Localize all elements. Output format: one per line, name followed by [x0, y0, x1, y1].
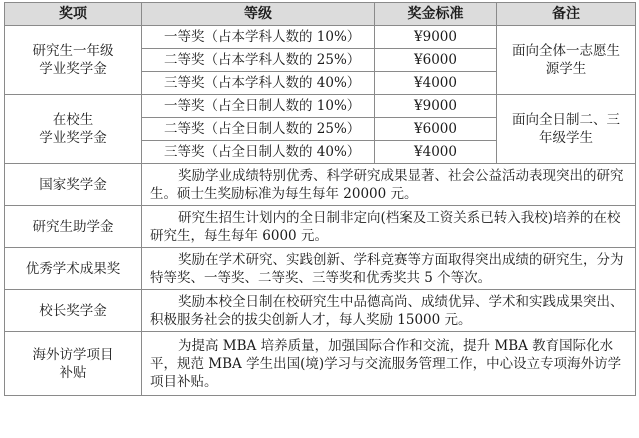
description-cell [142, 164, 636, 206]
table-row [5, 332, 636, 396]
award-name-cell [5, 332, 142, 396]
award-name-cell: 优秀学术成果奖 [5, 248, 142, 290]
level-cell: 三等奖（占全日制人数的 40%） [142, 141, 375, 164]
note-cell [497, 95, 636, 164]
award-name-line: 学业奖学金 [39, 61, 107, 77]
note-cell [497, 26, 636, 95]
table-row [5, 248, 636, 290]
amount-cell: ¥9000 [375, 95, 497, 118]
description-cell [142, 332, 636, 396]
scholarship-table [4, 2, 636, 396]
header-award: 奖项 [5, 3, 142, 26]
award-name-line: 研究生一年级 [32, 43, 114, 59]
amount-cell: ¥6000 [375, 118, 497, 141]
note-line: 面向全日制二、三 [512, 112, 620, 128]
amount-cell: ¥4000 [375, 141, 497, 164]
amount-cell: ¥6000 [375, 49, 497, 72]
table-row [5, 290, 636, 332]
award-name-cell [5, 26, 142, 95]
level-cell: 二等奖（占全日制人数的 25%） [142, 118, 375, 141]
description-text: 研究生招生计划内的全日制非定向(档案及工资关系已转入我校)培养的在校研究生，每生每年 6000 元。 [150, 209, 621, 244]
level-cell: 二等奖（占本学科人数的 25%） [142, 49, 375, 72]
award-name-line: 补贴 [59, 364, 87, 381]
header-row [5, 3, 636, 26]
level-cell: 一等奖（占本学科人数的 10%） [142, 26, 375, 49]
table-row [5, 164, 636, 206]
amount-cell: ¥9000 [375, 26, 497, 49]
note-line: 年级学生 [539, 130, 593, 146]
table-row [5, 206, 636, 248]
note-line: 面向全体一志愿生 [512, 43, 620, 59]
description-text: 奖励本校全日制在校研究生中品德高尚、成绩优异、学术和实践成果突出、积极服务社会的拔尖创新人才，每人奖励 15000 元。 [150, 293, 624, 328]
award-name-cell [5, 95, 142, 164]
description-text: 奖励学业成绩特别优秀、科学研究成果显著、社会公益活动表现突出的研究生。硕士生奖励标准为每生每年 20000 元。 [150, 167, 624, 202]
award-name-cell: 校长奖学金 [5, 290, 142, 332]
description-cell [142, 290, 636, 332]
table-row [5, 26, 636, 49]
level-cell: 三等奖（占本学科人数的 40%） [142, 72, 375, 95]
level-cell: 一等奖（占全日制人数的 10%） [142, 95, 375, 118]
header-note: 备注 [497, 3, 636, 26]
award-name-cell: 国家奖学金 [5, 164, 142, 206]
header-level: 等级 [142, 3, 375, 26]
description-cell [142, 206, 636, 248]
award-name-line: 海外访学项目 [32, 346, 114, 363]
award-name-cell: 研究生助学金 [5, 206, 142, 248]
description-cell [142, 248, 636, 290]
amount-cell: ¥4000 [375, 72, 497, 95]
award-name-line: 学业奖学金 [39, 130, 107, 146]
description-text: 奖励在学术研究、实践创新、学科竞赛等方面取得突出成绩的研究生，分为特等奖、一等奖、二等奖、三等奖和优秀奖共 5 个等次。 [150, 251, 624, 286]
header-amount: 奖金标准 [375, 3, 497, 26]
description-text: 为提高 MBA 培养质量，加强国际合作和交流，提升 MBA 教育国际化水平，规范 MBA 学生出国(境)学习与交流服务管理工作，中心设立专项海外访学项目补贴。 [150, 337, 622, 390]
award-name-line: 在校生 [52, 112, 94, 128]
note-line: 源学生 [545, 61, 587, 77]
table-row [5, 95, 636, 118]
